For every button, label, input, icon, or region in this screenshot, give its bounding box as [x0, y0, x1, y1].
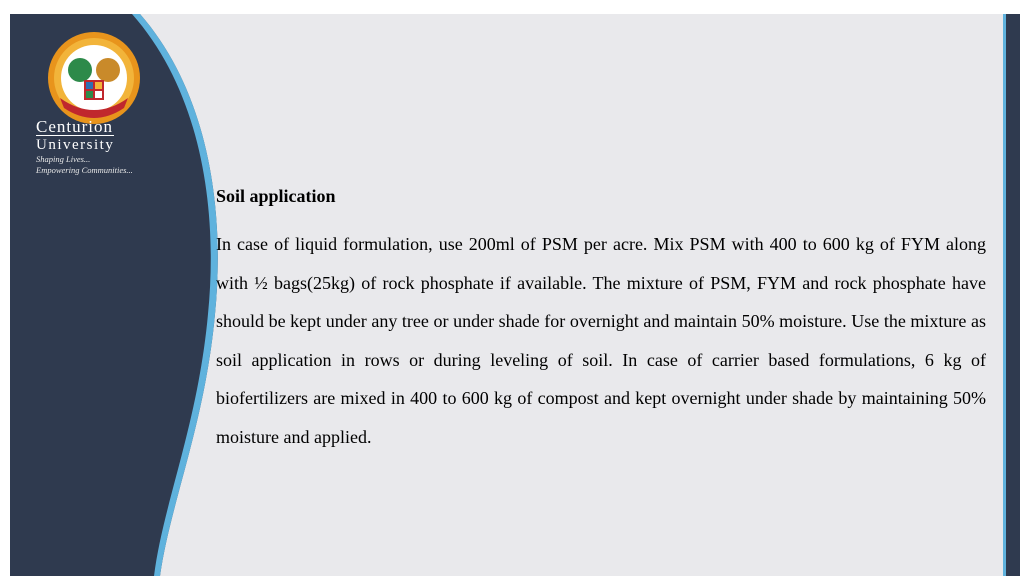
brand-tagline-line1: Shaping Lives...: [36, 154, 91, 164]
seal-wheel: [96, 58, 120, 82]
slide-content: [216, 186, 986, 456]
right-navy-bar: [1006, 14, 1020, 576]
brand-block: [36, 118, 186, 176]
slide: [10, 14, 1020, 576]
brand-tagline-line2: Empowering Communities...: [36, 165, 133, 175]
university-seal-logo: [36, 26, 156, 126]
slide-body-text: In case of liquid formulation, use 200ml of PSM per acre. Mix PSM with 400 to 600 kg of FYM along with ½ bags(25kg) of rock phosphate if available. The mixture of PSM, FYM and rock phosphate have should be kept under any tree or under shade for overnight and maintain 50% moisture. Use the mixture as soil application in rows or during leveling of soil. In case of carrier based formulations, 6 kg of biofertilizers are mixed in 400 to 600 kg of compost and kept overnight under shade by maintaining 50% moisture and applied.: [216, 234, 986, 447]
brand-name-line1: Centurion: [36, 117, 113, 136]
brand-name-line2: University: [36, 137, 115, 153]
seal-peacock: [68, 58, 92, 82]
slide-heading: Soil application: [216, 186, 336, 206]
